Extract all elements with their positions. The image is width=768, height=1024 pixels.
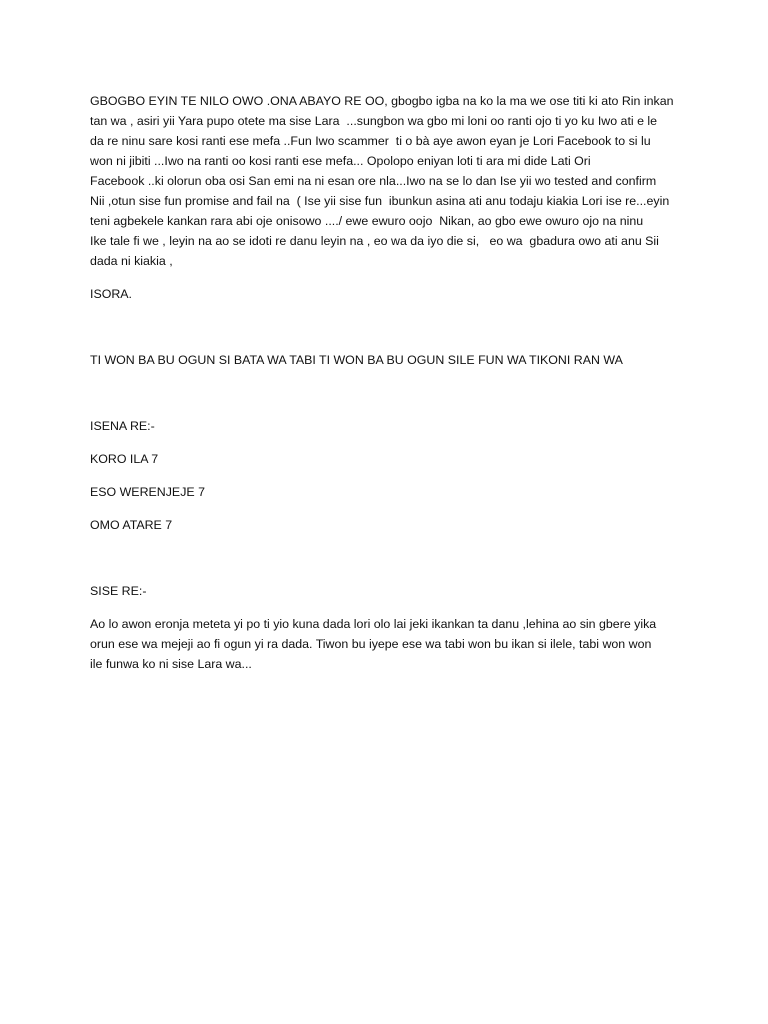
- intro-line: won ni jibiti ...Iwo na ranti oo kosi ranti ese mefa... Opolopo eniyan loti ti ara mi dide Lati Ori: [90, 154, 591, 168]
- intro-line: teni agbekele kankan rara abi oje onisowo ..../ ewe ewuro oojo Nikan, ao gbo ewe owuro ojo na ninu: [90, 214, 644, 228]
- instructions-paragraph: [90, 614, 680, 674]
- warning-line: TI WON BA BU OGUN SI BATA WA TABI TI WON BA BU OGUN SILE FUN WA TIKONI RAN WA: [90, 353, 623, 367]
- isora-heading: ISORA.: [90, 287, 132, 301]
- instructions-line: Ao lo awon eronja meteta yi po ti yio kuna dada lori olo lai jeki ikankan ta danu ,lehina ao sin gbere yika: [90, 617, 657, 631]
- intro-line: GBOGBO EYIN TE NILO OWO .ONA ABAYO RE OO, gbogbo igba na ko la ma we ose titi ki ato Rin inkan: [90, 94, 674, 108]
- instructions-line: ile funwa ko ni sise Lara wa...: [90, 657, 252, 671]
- ingredient-item: ESO WERENJEJE 7: [90, 485, 205, 499]
- intro-line: tan wa , asiri yii Yara pupo otete ma sise Lara ...sungbon wa gbo mi loni oo ranti ojo ti yo ku Iwo ati e le: [90, 114, 658, 128]
- sise-heading: SISE RE:-: [90, 584, 147, 598]
- intro-line: Nii ,otun sise fun promise and fail na ( Ise yii sise fun ibunkun asina ati anu todaju kiakia Lori ise re...eyin: [90, 194, 670, 208]
- intro-paragraph: [90, 91, 680, 271]
- ingredient-item: OMO ATARE 7: [90, 518, 173, 532]
- document-page: [90, 91, 680, 674]
- ingredient-item: KORO ILA 7: [90, 452, 159, 466]
- isena-heading: ISENA RE:-: [90, 419, 155, 433]
- intro-line: da re ninu sare kosi ranti ese mefa ..Fun Iwo scammer ti o bà aye awon eyan je Lori Facebook to si lu: [90, 134, 651, 148]
- intro-line: Facebook ..ki olorun oba osi San emi na ni esan ore nla...Iwo na se lo dan Ise yii wo tested and confirm: [90, 174, 657, 188]
- intro-line: dada ni kiakia ,: [90, 254, 173, 268]
- instructions-line: orun ese wa mejeji ao fi ogun yi ra dada. Tiwon bu iyepe ese wa tabi won bu ikan si ilele, tabi won won: [90, 637, 652, 651]
- intro-line: Ike tale fi we , leyin na ao se idoti re danu leyin na , eo wa da iyo die si, eo wa gbadura owo ati anu Sii: [90, 234, 659, 248]
